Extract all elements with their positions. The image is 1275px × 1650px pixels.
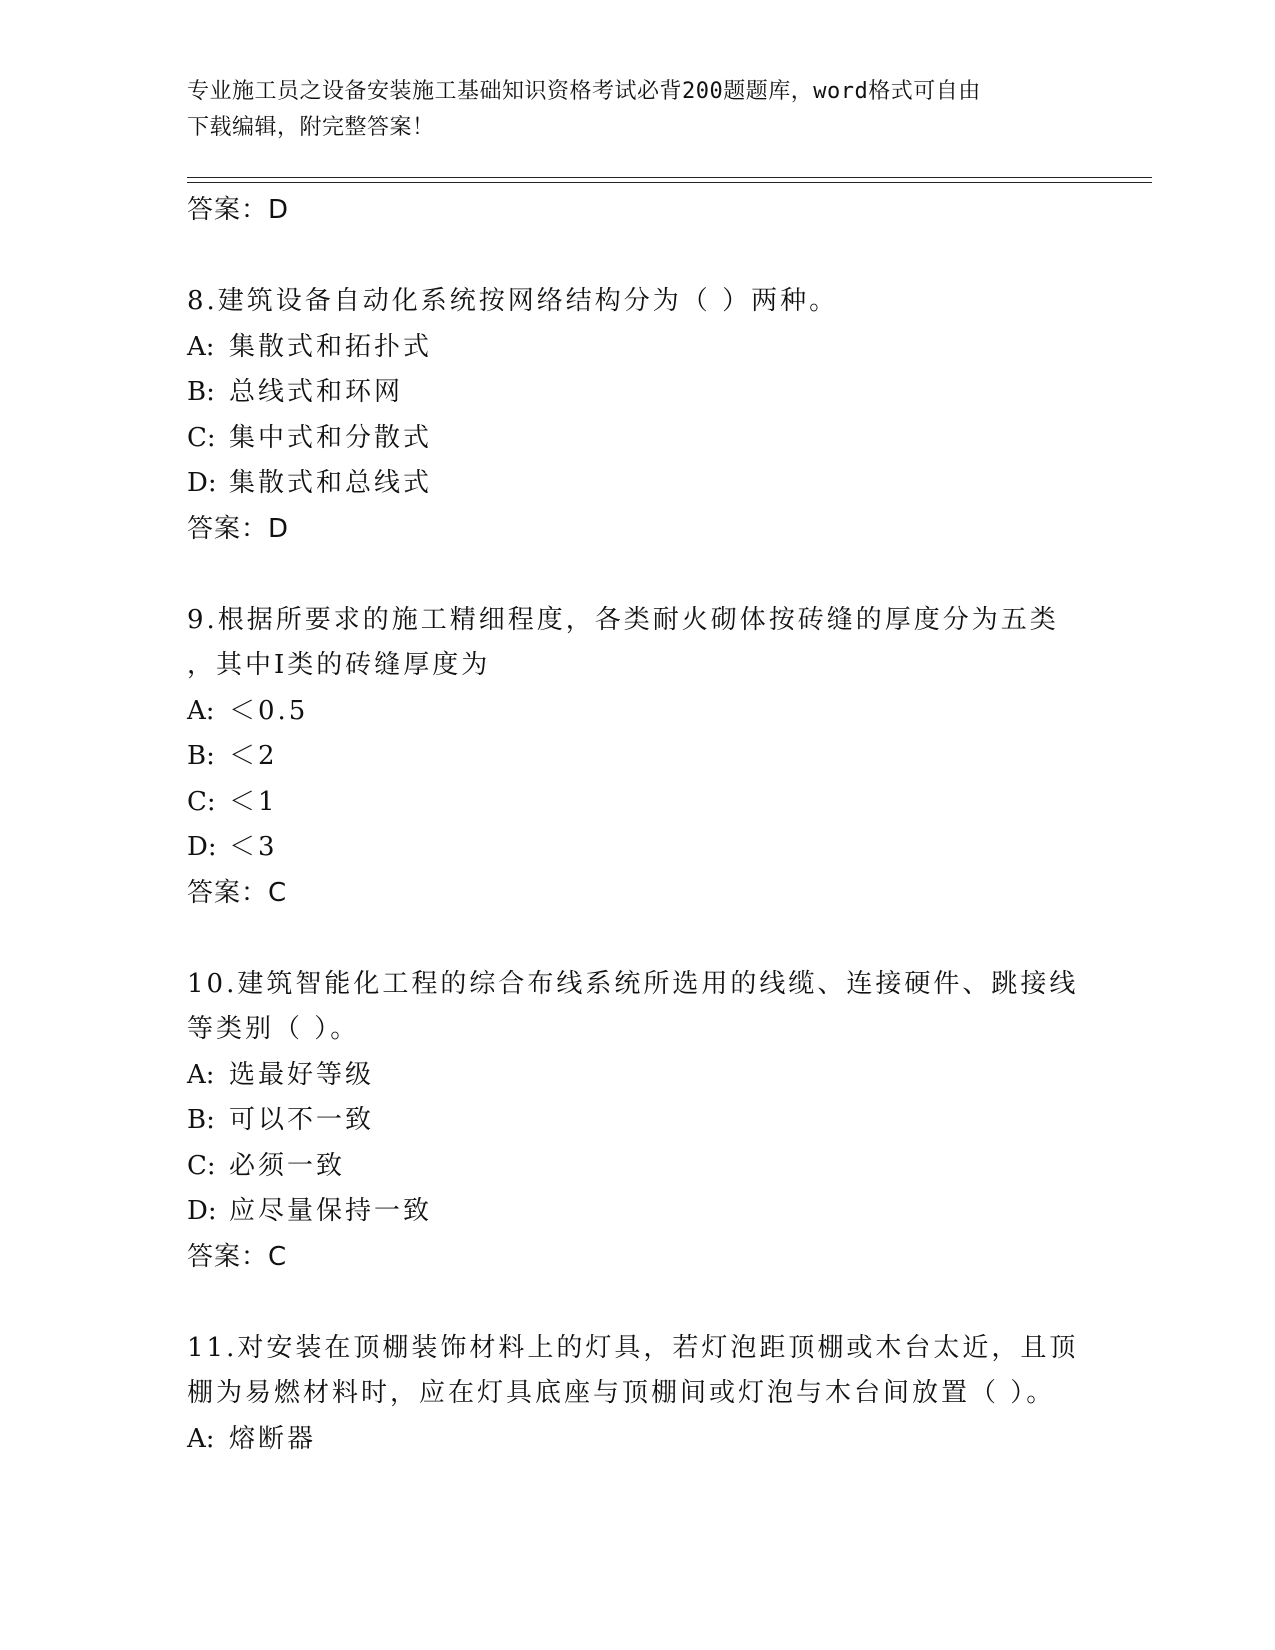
option-key: A:: [187, 1059, 215, 1090]
option-key: B:: [187, 377, 215, 407]
option-b: [187, 1098, 1087, 1144]
option-c: [187, 1144, 1087, 1190]
question-text: 11.对安装在顶棚装饰材料上的灯具，若灯泡距顶棚或木台太近，且顶: [187, 1332, 1079, 1363]
option-text: 熔断器: [229, 1423, 317, 1454]
question-text: 9.根据所要求的施工精细程度，各类耐火砌体按砖缝的厚度分为五类: [187, 604, 1059, 635]
option-text: ＜0.5: [229, 695, 309, 726]
option-a: [187, 325, 1087, 371]
option-text: 集中式和分散式: [229, 422, 433, 453]
option-text: 选最好等级: [229, 1059, 375, 1090]
spacer: [187, 916, 1087, 962]
answer-line: 答案：C: [187, 1241, 288, 1272]
header-divider-top: [187, 177, 1152, 178]
option-text: ＜2: [229, 741, 278, 771]
option-text: 可以不一致: [229, 1105, 375, 1135]
option-text: 应尽量保持一致: [229, 1196, 433, 1226]
option-b: [187, 370, 1087, 416]
question-text: 10.建筑智能化工程的综合布线系统所选用的线缆、连接硬件、跳接线: [187, 968, 1079, 999]
question-text-continued: 等类别（ ）。: [187, 1014, 360, 1044]
question-9: [187, 598, 1087, 917]
spacer: [187, 1280, 1087, 1326]
option-c: [187, 416, 1087, 462]
option-b: [187, 734, 1087, 780]
option-key: A:: [187, 695, 215, 726]
question-text-continued: 棚为易燃材料时，应在灯具底座与顶棚间或灯泡与木台间放置（ ）。: [187, 1378, 1056, 1408]
option-text: 集散式和总线式: [229, 468, 433, 498]
option-key: A:: [187, 331, 215, 362]
question-8: [187, 279, 1087, 552]
spacer: [187, 234, 1087, 280]
option-key: D:: [187, 1196, 217, 1226]
question-list: [187, 188, 1087, 1462]
option-text: 必须一致: [229, 1150, 346, 1181]
option-key: D:: [187, 468, 217, 498]
option-a: [187, 689, 1087, 735]
option-key: D:: [187, 832, 217, 862]
question-11: [187, 1326, 1087, 1463]
option-key: A:: [187, 1423, 215, 1454]
option-a: [187, 1417, 1087, 1463]
option-key: B:: [187, 1105, 215, 1135]
option-text: ＜3: [229, 832, 278, 862]
option-c: [187, 780, 1087, 826]
option-key: B:: [187, 741, 215, 771]
option-a: [187, 1053, 1087, 1099]
option-key: C:: [187, 1150, 216, 1181]
header-line-1: 专业施工员之设备安装施工基础知识资格考试必背200题题库，word格式可自由: [187, 79, 981, 104]
option-text: 集散式和拓扑式: [229, 331, 433, 362]
document-header: [187, 74, 1087, 146]
spacer: [187, 552, 1087, 598]
option-d: [187, 825, 1087, 871]
question-10: [187, 962, 1087, 1281]
option-key: C:: [187, 786, 216, 817]
question-text-continued: ，其中Ⅰ类的砖缝厚度为: [187, 650, 491, 680]
option-text: 总线式和环网: [229, 377, 404, 407]
option-key: C:: [187, 422, 216, 453]
option-d: [187, 461, 1087, 507]
header-divider-bottom: [187, 182, 1152, 183]
header-line-2: 下载编辑，附完整答案！: [187, 115, 435, 140]
question-text: 8.建筑设备自动化系统按网络结构分为（ ）两种。: [187, 286, 839, 316]
answer-line: 答案：D: [187, 513, 290, 544]
previous-answer: 答案：D: [187, 195, 290, 225]
answer-line: 答案：C: [187, 877, 288, 908]
option-d: [187, 1189, 1087, 1235]
option-text: ＜1: [229, 786, 278, 817]
